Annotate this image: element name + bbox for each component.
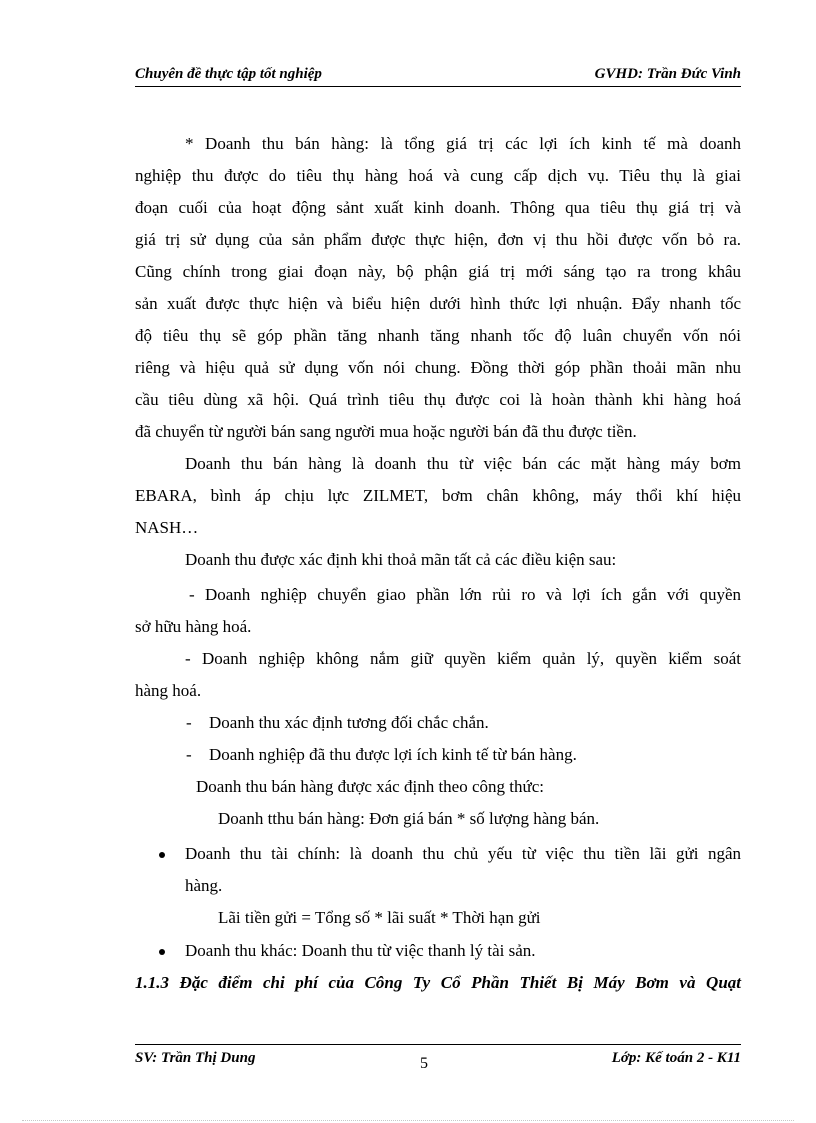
page-footer <box>135 1044 741 1072</box>
page-number: 5 <box>420 1055 428 1072</box>
bullet-line: Doanh thu khác: Doanh thu từ việc thanh lý tài sản. <box>185 941 536 960</box>
paragraph-line: Doanh thu được xác định khi thoả mãn tất cả các điều kiện sau: <box>185 550 617 569</box>
condition-line: hàng hoá. <box>135 681 202 700</box>
paragraph-line: đã chuyển từ người bán sang người mua hoặc người bán đã thu được tiền. <box>135 422 637 441</box>
page-boundary-divider <box>22 1120 794 1121</box>
section-heading: 1.1.3 Đặc điểm chi phí của Công Ty Cổ Phần Thiết Bị Máy Bơm và Quạt <box>135 973 741 992</box>
interest-formula: Lãi tiền gửi = Tổng số * lãi suất * Thời hạn gửi <box>218 908 541 927</box>
paragraph-line: Doanh thu bán hàng là doanh thu từ việc bán các mặt hàng máy bơm <box>185 454 741 473</box>
paragraph-line: EBARA, bình áp chịu lực ZILMET, bơm chân không, máy thổi khí hiệu <box>135 486 741 505</box>
formula-intro: Doanh thu bán hàng được xác định theo công thức: <box>196 777 544 796</box>
footer-class: Lớp: Kế toán 2 - K11 <box>611 1050 741 1066</box>
paragraph-line: Cũng chính trong giai đoạn này, bộ phận giá trị mới sáng tạo ra trong khâu <box>135 262 741 281</box>
paragraph-line: nghiệp thu được do tiêu thụ hàng hoá và cung cấp dịch vụ. Tiêu thụ là giai <box>135 166 741 185</box>
bullet-icon <box>159 949 165 955</box>
bullet-icon <box>159 852 165 858</box>
condition-line: - Doanh nghiệp chuyển giao phần lớn rủi ro và lợi ích gắn với quyền <box>189 585 741 604</box>
formula-text: Doanh tthu bán hàng: Đơn giá bán * số lượng hàng bán. <box>218 809 600 828</box>
condition-line: Doanh nghiệp đã thu được lợi ích kinh tế từ bán hàng. <box>209 745 577 764</box>
footer-student: SV: Trần Thị Dung <box>135 1050 256 1066</box>
paragraph-line: NASH… <box>135 518 199 537</box>
paragraph-line: sản xuất được thực hiện và biểu hiện dưới hình thức lợi nhuận. Đẩy nhanh tốc <box>135 294 741 313</box>
header-title: Chuyên đề thực tập tốt nghiệp <box>135 66 322 82</box>
paragraph-line: đoạn cuối của hoạt động sảnt xuất kinh doanh. Thông qua tiêu thụ giá trị và <box>135 198 741 217</box>
header-supervisor: GVHD: Trần Đức Vinh <box>594 66 741 82</box>
paragraph-line: giá trị sử dụng của sản phẩm được thực hiện, đơn vị thu hồi được vốn bỏ ra. <box>135 230 741 249</box>
condition-line: - Doanh nghiệp không nắm giữ quyền kiểm quản lý, quyền kiểm soát <box>185 649 741 668</box>
condition-line: Doanh thu xác định tương đối chắc chắn. <box>209 713 489 732</box>
paragraph-line: riêng và hiệu quả sử dụng vốn nói chung. Đồng thời góp phần thoải mãn nhu <box>135 358 741 377</box>
paragraph-line: độ tiêu thụ sẽ góp phần tăng nhanh tăng nhanh tốc độ luân chuyển vốn nói <box>135 326 741 345</box>
condition-dash: - <box>186 745 192 764</box>
page-header <box>135 64 741 87</box>
condition-dash: - <box>186 713 192 732</box>
condition-line: sở hữu hàng hoá. <box>135 617 252 636</box>
paragraph-line: cầu tiêu dùng xã hội. Quá trình tiêu thụ được coi là hoàn thành khi hàng hoá <box>135 390 741 409</box>
bullet-line: Doanh thu tài chính: là doanh thu chủ yếu từ việc thu tiền lãi gửi ngân <box>185 844 741 863</box>
bullet-line: hàng. <box>185 876 223 895</box>
paragraph-line: * Doanh thu bán hàng: là tổng giá trị các lợi ích kinh tế mà doanh <box>185 134 741 153</box>
